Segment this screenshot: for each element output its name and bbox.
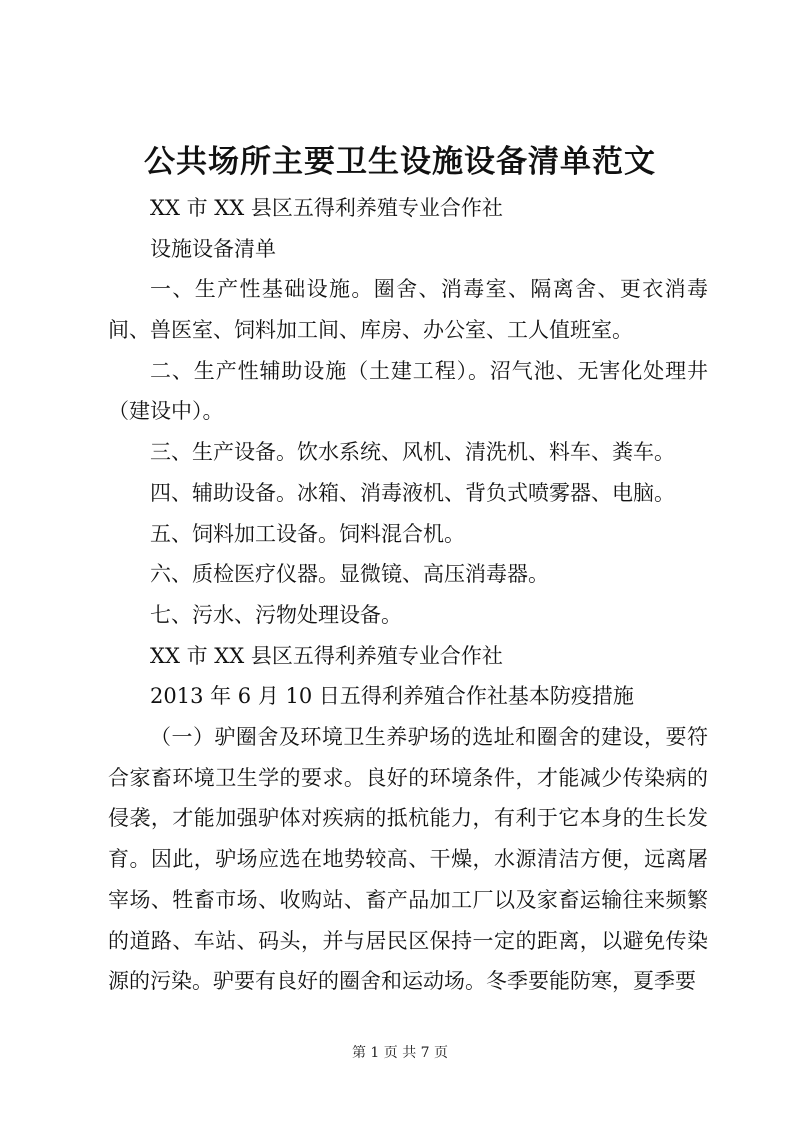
paragraph-item-5: 五、饲料加工设备。饲料混合机。	[150, 521, 465, 546]
paragraph-item-1: 一、生产性基础设施。圈舍、消毒室、隔离舍、更衣消毒间、兽医室、饲料加工间、库房、办公室、工人值班室。	[108, 277, 708, 343]
paragraph-list-heading: 设施设备清单	[150, 236, 276, 261]
paragraph-item-3: 三、生产设备。饮水系统、风机、清洗机、料车、粪车。	[150, 440, 675, 465]
paragraph-item-4: 四、辅助设备。冰箱、消毒液机、背负式喷雾器、电脑。	[150, 480, 675, 505]
page-footer: 第 1 页 共 7 页	[351, 1045, 449, 1061]
document-title: 公共场所主要卫生设施设备清单范文	[144, 144, 656, 180]
paragraph-item-2: 二、生产性辅助设施（土建工程）。沼气池、无害化处理井（建设中）。	[108, 358, 708, 424]
paragraph-org-name-2: XX 市 XX 县区五得利养殖专业合作社	[150, 643, 503, 668]
paragraph-item-6: 六、质检医疗仪器。显微镜、高压消毒器。	[150, 562, 549, 587]
paragraph-org-name: XX 市 XX 县区五得利养殖专业合作社	[150, 196, 503, 220]
document-body	[108, 188, 708, 1002]
paragraph-epidemic-prevention: （一）驴圈舍及环境卫生养驴场的选址和圈舍的建设，要符合家畜环境卫生学的要求。良好的环境条件，才能减少传染病的侵袭，才能加强驴体对疾病的抵杭能力，有利于它本身的生长发育。因此，驴场应选在地势较高、干燥，水源清洁方便，远离屠宰场、牲畜市场、收购站、畜产品加工厂以及家畜运输往来频繁的道路、车站、码头，并与居民区保持一定的距离，以避免传染源的污染。驴要有良好的圈舍和运动场。冬季要能防寒，夏季要	[108, 725, 708, 994]
paragraph-date-heading: 2013 年 6 月 10 日五得利养殖合作社基本防疫措施	[150, 684, 634, 709]
paragraph-item-7: 七、污水、污物处理设备。	[150, 602, 402, 627]
